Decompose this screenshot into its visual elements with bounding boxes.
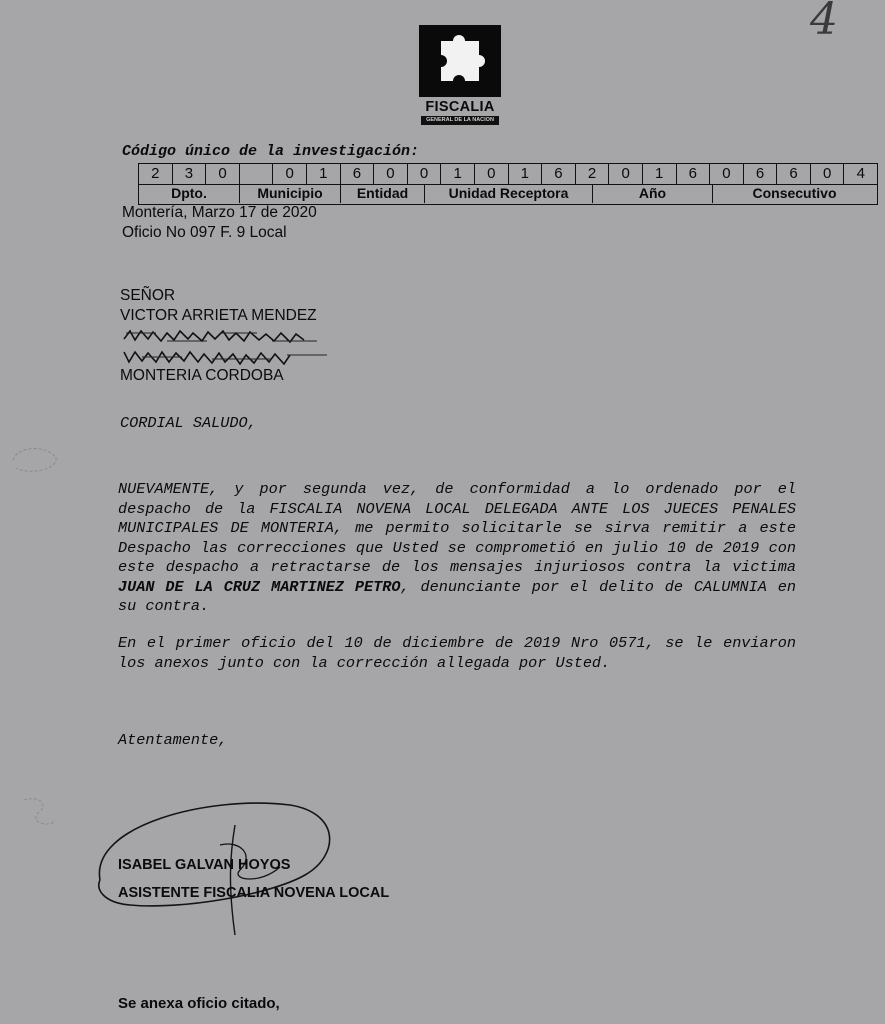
fiscalia-logo (419, 25, 501, 97)
greeting: CORDIAL SALUDO, (120, 414, 257, 432)
code-digit: 0 (374, 164, 408, 184)
recipient-name: VICTOR ARRIETA MENDEZ (120, 307, 317, 324)
signer-name: ISABEL GALVAN HOYOS (118, 857, 291, 873)
puzzle-piece-icon (419, 25, 501, 97)
code-digit: 0 (273, 164, 307, 184)
code-digit: 0 (206, 164, 240, 184)
redacted-address-line (122, 327, 347, 343)
annex-note: Se anexa oficio citado, (118, 995, 280, 1012)
redacted-address-line (122, 347, 342, 363)
logo-title: FISCALIA (425, 99, 495, 115)
code-digit: 2 (576, 164, 610, 184)
code-digit: 6 (341, 164, 375, 184)
victim-name: JUAN DE LA CRUZ MARTINEZ PETRO (118, 577, 401, 596)
handwritten-page-number: 4 (810, 0, 838, 45)
code-header-unidad-receptora: Unidad Receptora (425, 184, 593, 203)
logo-subtitle: GENERAL DE LA NACION (421, 116, 499, 125)
code-digit: 0 (710, 164, 744, 184)
code-digits-row (138, 163, 878, 185)
code-header-consecutivo: Consecutivo (752, 185, 837, 201)
code-header-ano: Año (593, 184, 713, 203)
code-digit: 1 (643, 164, 677, 184)
code-digit: 1 (307, 164, 341, 184)
code-digit: 1 (509, 164, 543, 184)
code-digit: 6 (744, 164, 778, 184)
code-digit: 0 (475, 164, 509, 184)
redaction-scribble (122, 347, 342, 365)
code-digit: 6 (542, 164, 576, 184)
code-digit: 6 (677, 164, 711, 184)
closing: Atentamente, (118, 731, 228, 749)
redaction-scribble (122, 327, 347, 345)
code-digit: 0 (811, 164, 845, 184)
body-paragraph-2: En el primer oficio del 10 de diciembre de 2019 Nro 0571, se le enviaron los anexos junto con la corrección allegada por Usted. (118, 634, 796, 672)
code-digit (240, 164, 274, 184)
codigo-label: Código único de la investigación: (122, 143, 420, 160)
code-header-municipio: Municipio (240, 184, 341, 203)
code-digit: 4 (856, 165, 865, 182)
faint-stamp-mark (8, 440, 63, 480)
oficio-number: Oficio No 097 F. 9 Local (122, 224, 287, 241)
code-digit: 0 (609, 164, 643, 184)
code-header-entidad: Entidad (341, 184, 425, 203)
code-digit: 0 (408, 164, 442, 184)
code-digit: 3 (173, 164, 207, 184)
code-digit: 2 (139, 164, 173, 184)
place-date: Montería, Marzo 17 de 2020 (122, 204, 317, 221)
code-header-dpto: Dpto. (139, 184, 240, 203)
signer-title: ASISTENTE FISCALIA NOVENA LOCAL (118, 885, 390, 901)
paragraph-1-text-a: NUEVAMENTE, y por segunda vez, de conformidad a lo ordenado por el despacho de la FISCALIA NOVENA LOCAL DELEGADA ANTE LOS JUECES PENALES MUNICIPALES DE MONTERIA, me permito solicitarle se sirva remitir a este Despacho las correcciones que Usted se comprometió en julio 10 de 2019 con este despacho a retractarse de los mensajes injuriosos contra la victima (118, 480, 796, 576)
recipient-city: MONTERIA CORDOBA (120, 367, 284, 384)
code-digit: 1 (441, 164, 475, 184)
paragraph-1-text-b: , denunciante por el delito de CALUMNIA en su contra. (118, 577, 796, 615)
body-paragraph-1 (118, 480, 796, 617)
faint-stamp-mark (14, 790, 59, 835)
code-digit: 6 (777, 164, 811, 184)
code-headers-row (138, 184, 878, 205)
recipient-salutation: SEÑOR (120, 287, 176, 304)
